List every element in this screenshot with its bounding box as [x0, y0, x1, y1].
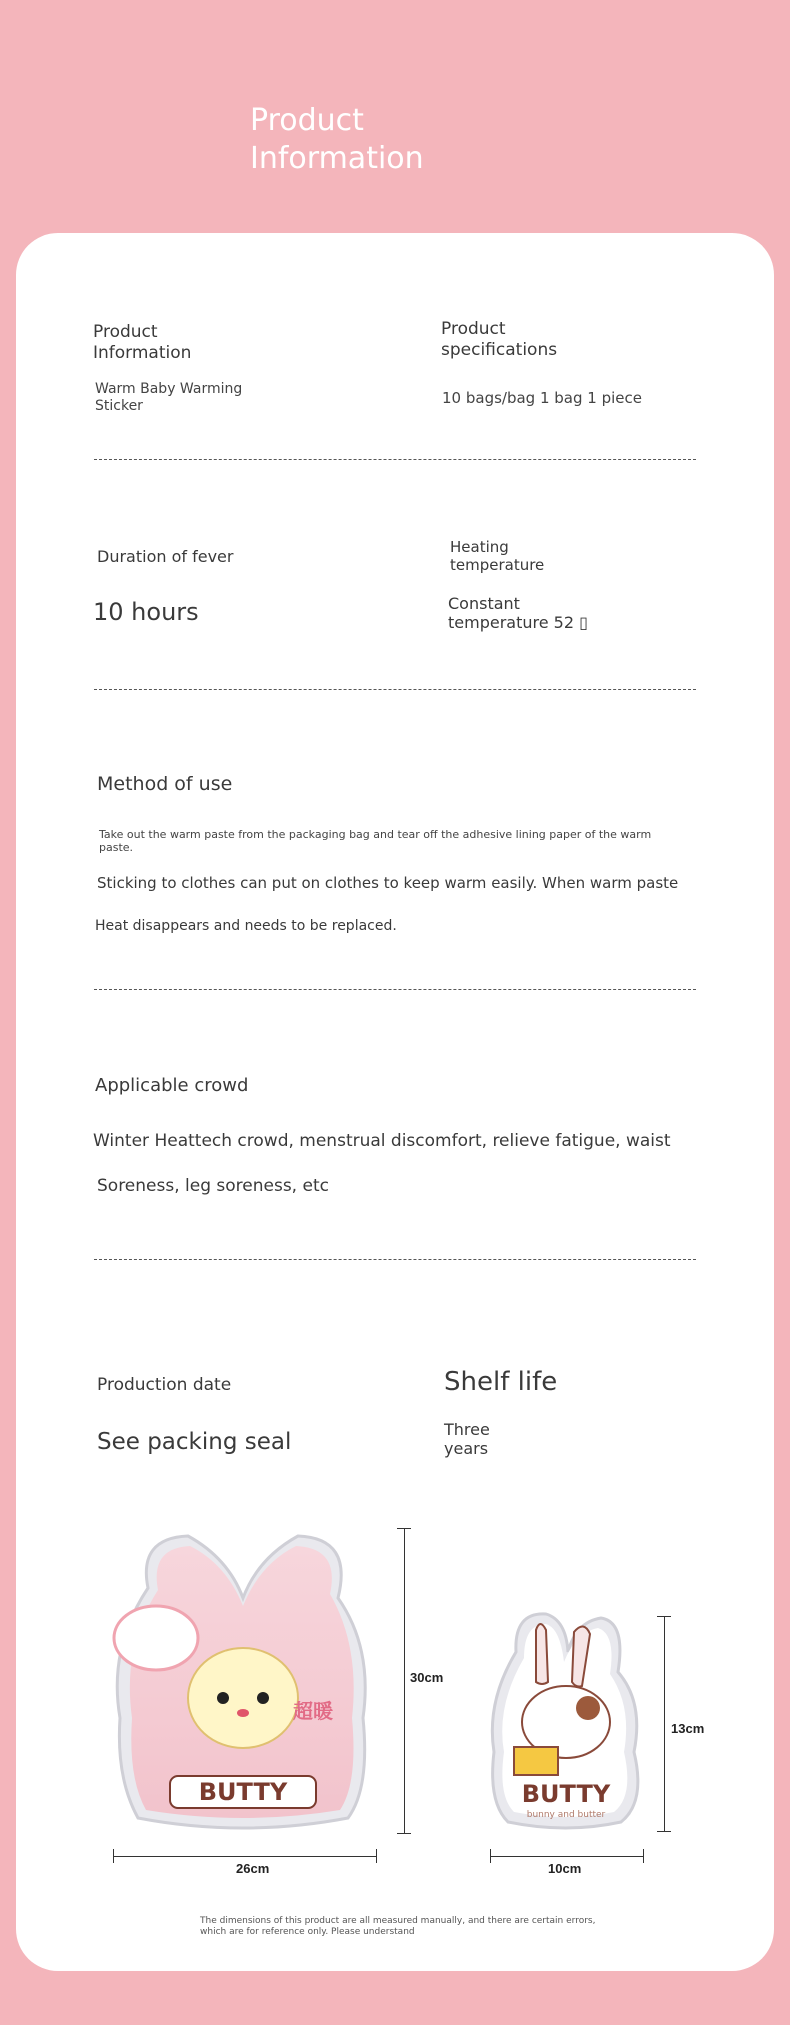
fever-duration-label: Duration of fever	[97, 547, 234, 566]
small-width-tick-right	[643, 1849, 644, 1863]
method-line-3: Heat disappears and needs to be replaced.	[95, 918, 397, 934]
large-height-tick-top	[397, 1528, 411, 1529]
large-package-image	[108, 1528, 378, 1838]
small-width-line	[490, 1856, 644, 1857]
small-height-line	[664, 1616, 665, 1832]
small-width-label: 10cm	[548, 1861, 582, 1876]
page-title: Product Information	[250, 103, 424, 176]
heating-temp-value: Constant temperature 52 ▯	[448, 594, 588, 632]
small-sub-text: bunny and butter	[526, 1810, 606, 1820]
large-height-label: 30cm	[410, 1670, 444, 1685]
product-spec-label: Product specifications	[441, 319, 558, 360]
large-width-label: 26cm	[236, 1861, 270, 1876]
large-badge-text: 超暖	[293, 1699, 333, 1723]
crowd-label: Applicable crowd	[95, 1075, 249, 1096]
large-height-tick-bottom	[397, 1833, 411, 1834]
small-width-tick-left	[490, 1849, 491, 1863]
crowd-line-1: Winter Heattech crowd, menstrual discomfort, relieve fatigue, waist	[93, 1131, 671, 1151]
large-width-tick-left	[113, 1849, 114, 1863]
small-height-tick-top	[657, 1616, 671, 1617]
heating-temp-label: Heating temperature	[450, 538, 545, 574]
production-value: See packing seal	[97, 1429, 292, 1455]
large-width-tick-right	[376, 1849, 377, 1863]
divider	[94, 459, 696, 460]
fever-duration-value: 10 hours	[93, 598, 199, 626]
crowd-line-2: Soreness, leg soreness, etc	[97, 1176, 329, 1196]
large-brand-text: BUTTY	[198, 1778, 288, 1806]
divider	[94, 989, 696, 990]
large-width-line	[113, 1856, 377, 1857]
product-spec-value: 10 bags/bag 1 bag 1 piece	[442, 389, 642, 407]
product-info-label: Product Information	[93, 322, 192, 363]
product-info-value: Warm Baby Warming Sticker	[95, 381, 243, 414]
small-height-label: 13cm	[671, 1721, 705, 1736]
divider	[94, 689, 696, 690]
dimensions-footnote: The dimensions of this product are all measured manually, and there are certain errors, which are for reference only. Please understand	[200, 1916, 596, 1937]
small-brand-text: BUTTY	[521, 1780, 611, 1808]
shelf-value: Three years	[444, 1420, 490, 1458]
method-label: Method of use	[97, 773, 233, 795]
method-line-1: Take out the warm paste from the packaging bag and tear off the adhesive lining paper of the warm paste.	[99, 828, 652, 854]
large-height-line	[404, 1528, 405, 1834]
method-line-2: Sticking to clothes can put on clothes to keep warm easily. When warm paste	[97, 874, 679, 892]
divider	[94, 1259, 696, 1260]
small-height-tick-bottom	[657, 1831, 671, 1832]
production-label: Production date	[97, 1375, 232, 1395]
small-package-image	[486, 1612, 646, 1832]
shelf-label: Shelf life	[444, 1367, 558, 1397]
